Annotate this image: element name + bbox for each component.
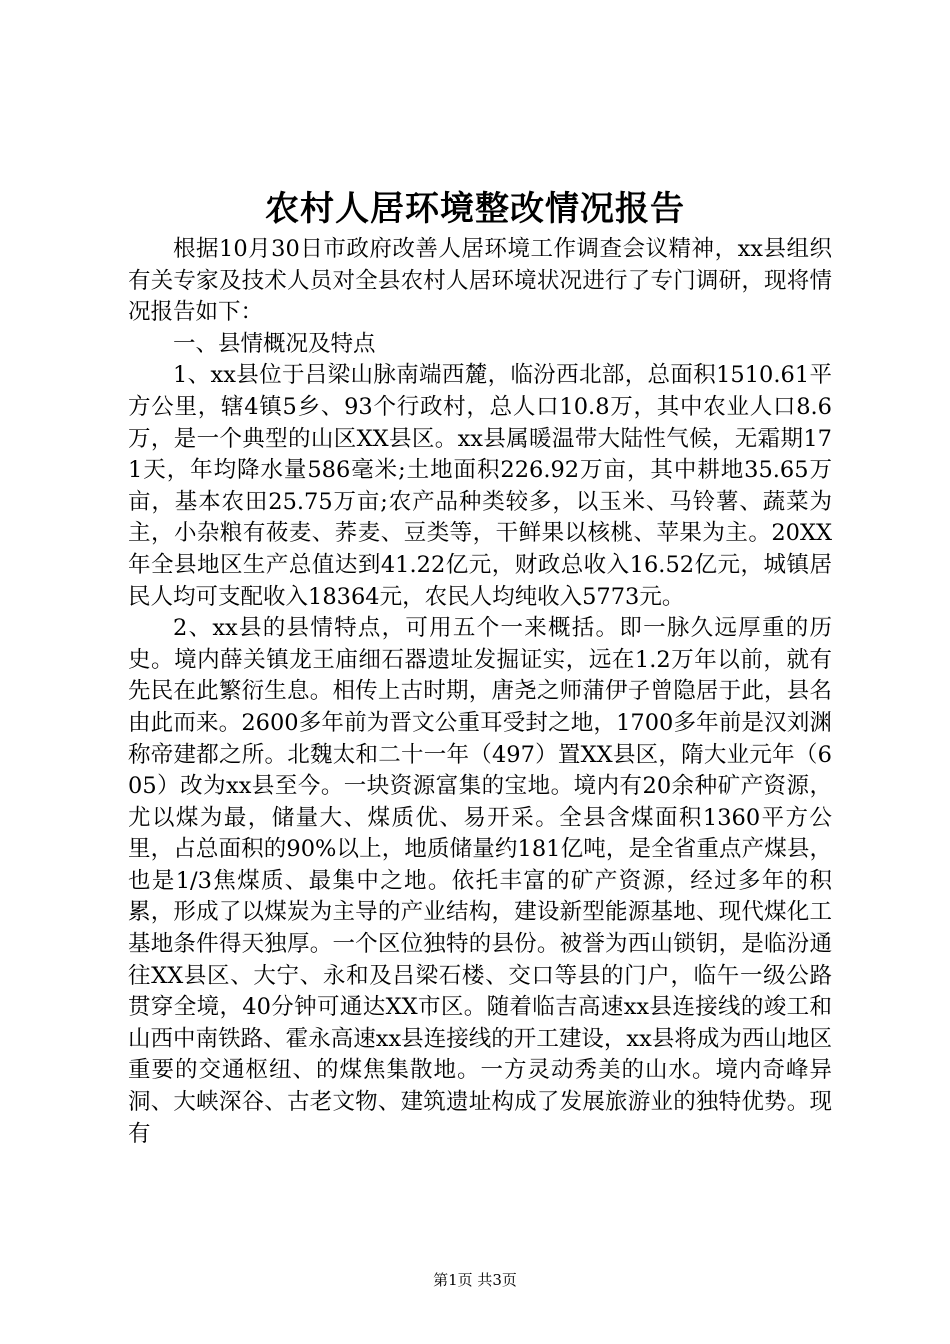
document-body xyxy=(128,234,832,1150)
paragraph-intro: 根据10月30日市政府改善人居环境工作调查会议精神，xx县组织有关专家及技术人员对全县农村人居环境状况进行了专门调研，现将情况报告如下： xyxy=(128,236,832,326)
section-heading-overview: 一、县情概况及特点 xyxy=(173,330,376,357)
paragraph-county-overview: 1、xx县位于吕梁山脉南端西麓，临汾西北部，总面积1510.61平方公里，辖4镇5乡、93个行政村，总人口10.8万，其中农业人口8.6万，是一个典型的山区XX县区。xx县属暖温带大陆性气候，无霜期171天，年均降水量586毫米;土地面积226.92万亩，其中耕地35.65万亩，基本农田25.75万亩;农产品种类较多，以玉米、马铃薯、蔬菜为主，小杂粮有莜麦、荞麦、豆类等，干鲜果以核桃、苹果为主。20XX年全县地区生产总值达到41.22亿元，财政总收入16.52亿元，城镇居民人均可支配收入18364元，农民人均纯收入5773元。 xyxy=(128,362,832,610)
page-footer: 第1页 共3页 xyxy=(433,1271,517,1289)
document-title: 农村人居环境整改情况报告 xyxy=(265,189,685,229)
paragraph-county-features: 2、xx县的县情特点，可用五个一来概括。即一脉久远厚重的历史。境内薛关镇龙王庙细石器遗址发掘证实，远在1.2万年以前，就有先民在此繁衍生息。相传上古时期，唐尧之师蒲伊子曾隐居于此，县名由此而来。2600多年前为晋文公重耳受封之地，1700多年前是汉刘渊称帝建都之所。北魏太和二十一年（497）置XX县区，隋大业元年（605）改为xx县至今。一块资源富集的宝地。境内有20余种矿产资源，尤以煤为最，储量大、煤质优、易开采。全县含煤面积1360平方公里，占总面积的90%以上，地质储量约181亿吨，是全省重点产煤县，也是1/3焦煤质、最集中之地。依托丰富的矿产资源，经过多年的积累，形成了以煤炭为主导的产业结构，建设新型能源基地、现代煤化工基地条件得天独厚。一个区位独特的县份。被誉为西山锁钥，是临汾通往XX县区、大宁、永和及吕梁石楼、交口等县的门户，临午一级公路贯穿全境，40分钟可通达XX市区。随着临吉高速xx县连接线的竣工和山西中南铁路、霍永高速xx县连接线的开工建设，xx县将成为西山地区重要的交通枢纽、的煤焦集散地。一方灵动秀美的山水。境内奇峰异洞、大峡深谷、古老文物、建筑遗址构成了发展旅游业的独特优势。现有 xyxy=(128,615,832,1147)
